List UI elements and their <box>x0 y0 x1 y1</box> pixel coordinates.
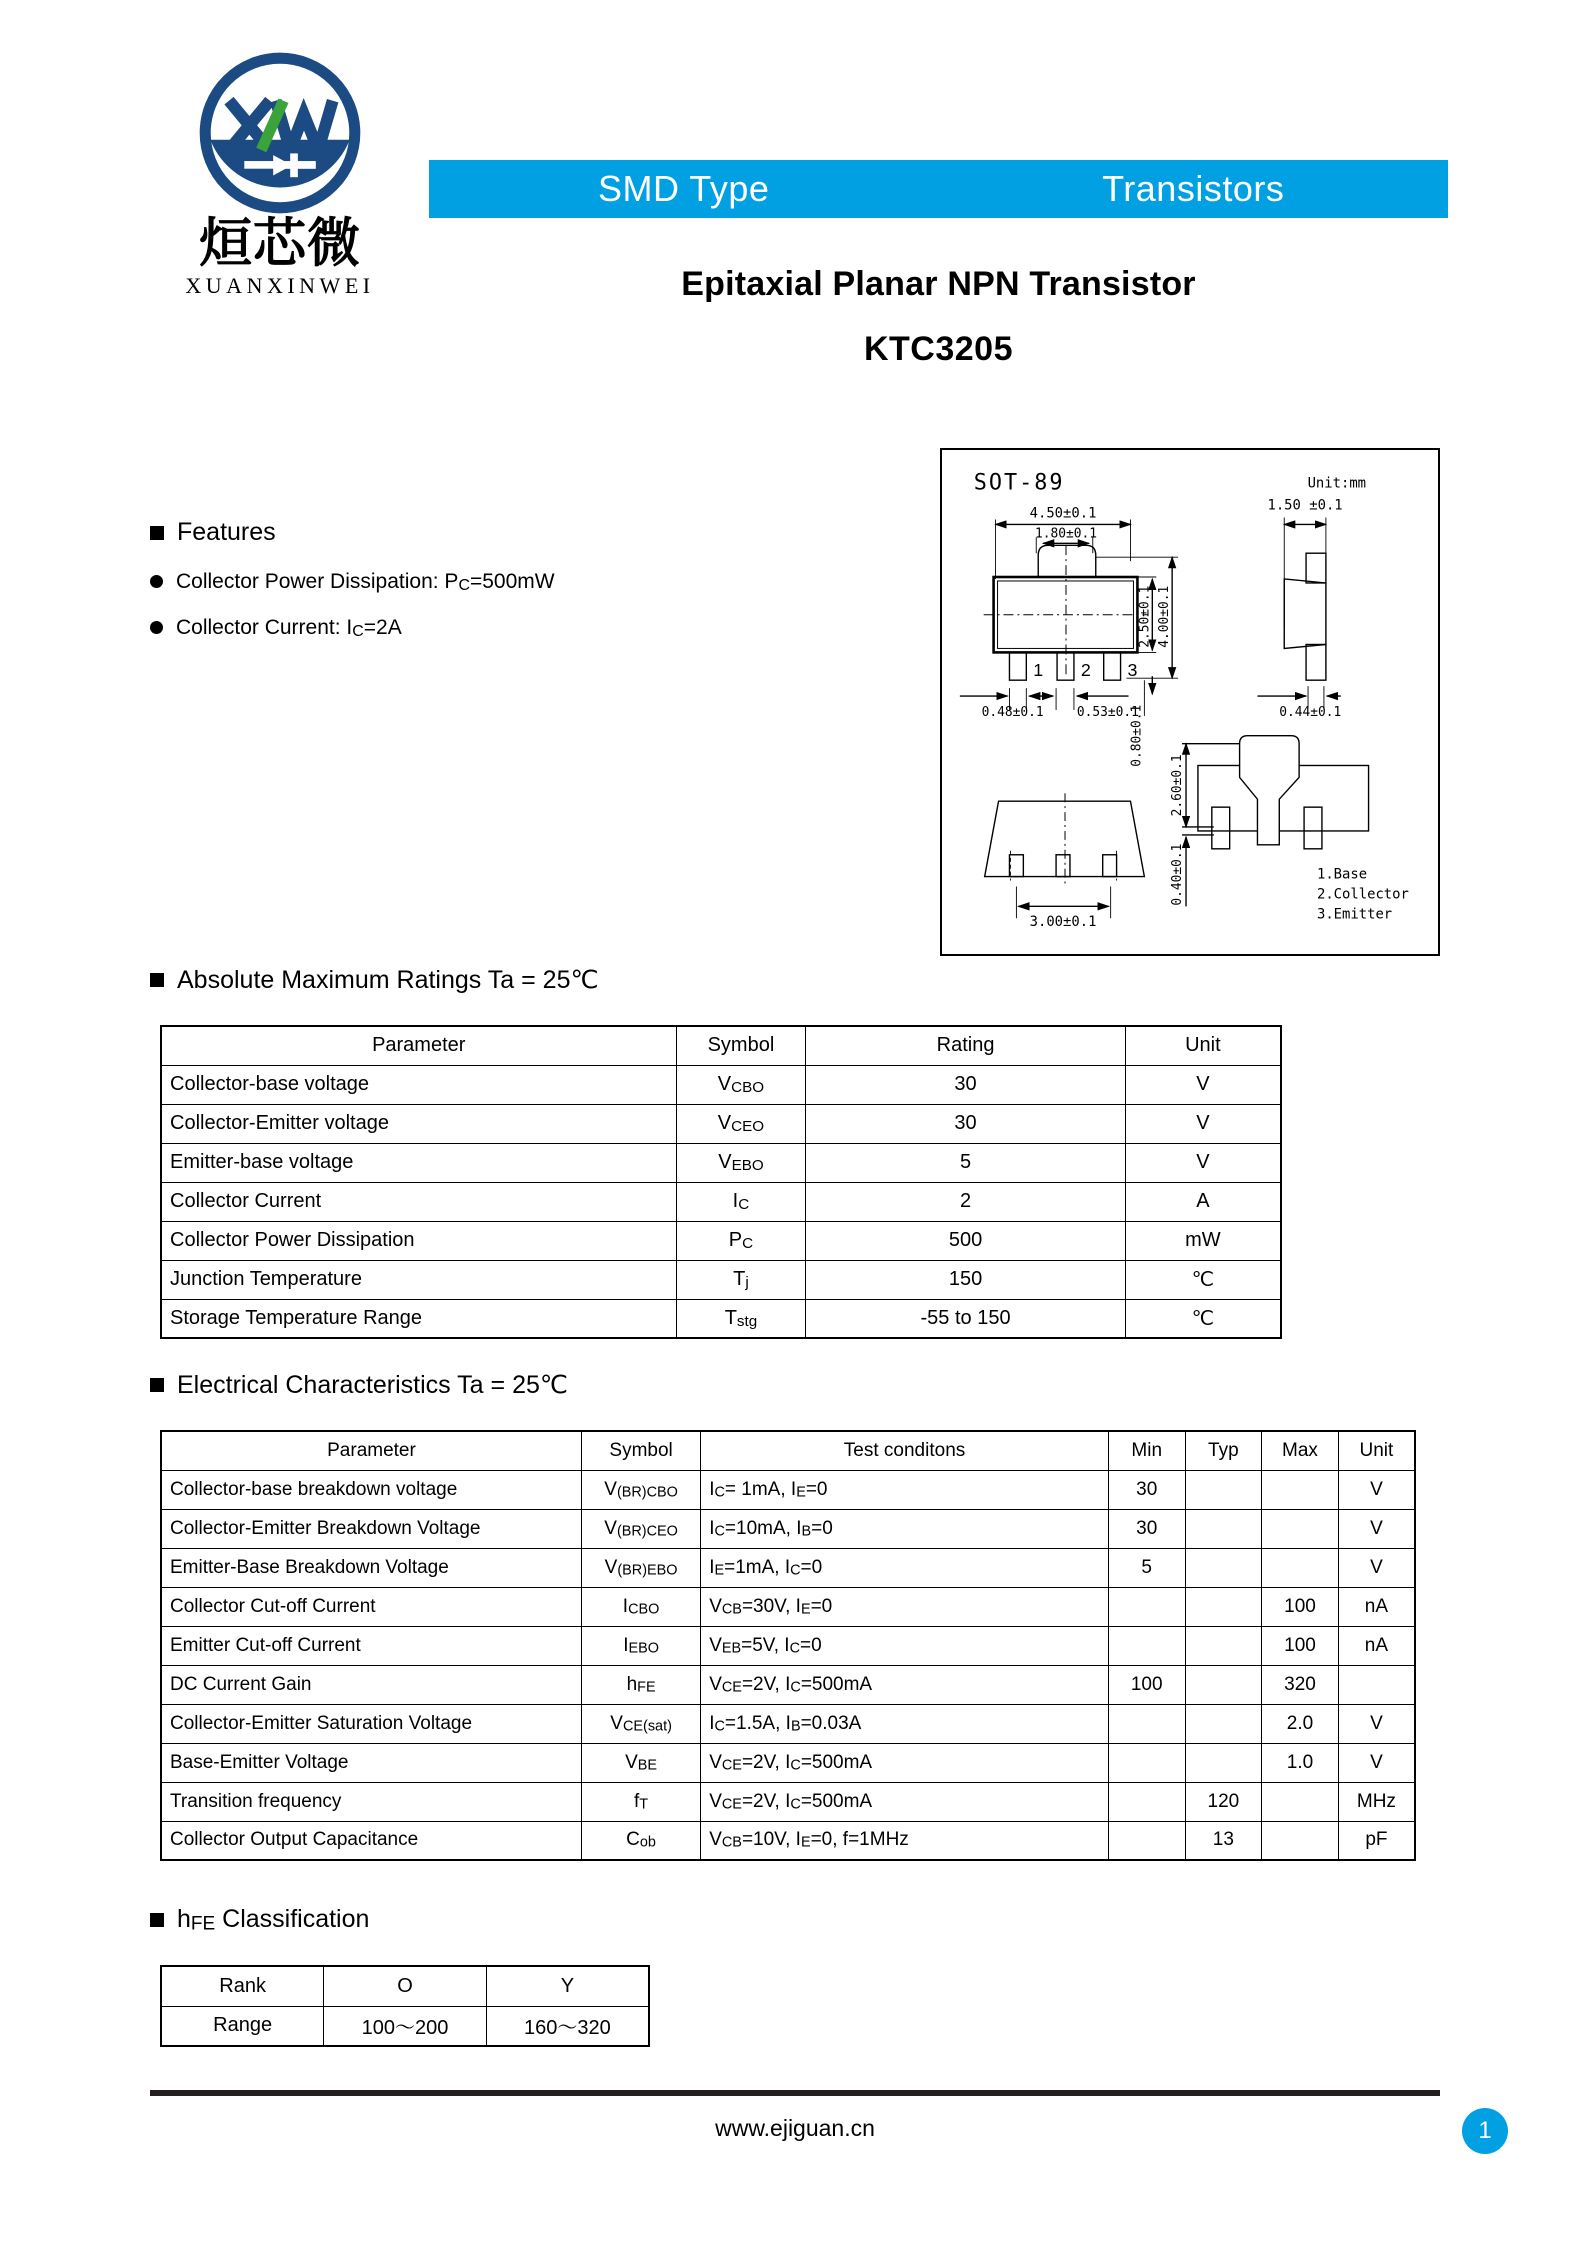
dim-lead-width-1: 0.48±0.1 <box>981 704 1044 720</box>
dim-side-lead: 0.44±0.1 <box>1279 704 1342 720</box>
table-row: Collector-base breakdown voltage V(BR)CBO IC= 1mA, IE=0 30 V <box>161 1470 1415 1509</box>
page-header <box>0 0 1587 368</box>
footer-divider <box>150 2090 1440 2096</box>
features-section <box>150 518 670 661</box>
feature-text: Collector Current: IC=2A <box>176 616 402 640</box>
dim-side-width: 1.50 ±0.1 <box>1267 497 1343 514</box>
banner-smd-type: SMD Type <box>598 168 770 209</box>
bullet-square-icon <box>150 973 164 987</box>
pin-number-1: 1 <box>1033 660 1044 681</box>
absolute-max-heading-label: Absolute Maximum Ratings Ta = 25℃ <box>177 966 599 994</box>
features-heading <box>150 518 670 547</box>
sot89-diagram-svg <box>942 450 1438 954</box>
feature-item-collector-current <box>150 615 670 641</box>
table-row: Rank O Y <box>161 1966 649 2006</box>
col-unit: Unit <box>1125 1026 1281 1065</box>
table-row: Collector-Emitter Saturation Voltage VCE(sat) IC=1.5A, IB=0.03A 2.0 V <box>161 1704 1415 1743</box>
col-parameter: Parameter <box>161 1431 581 1470</box>
table-row: Transition frequency fT VCE=2V, IC=500mA 120 MHz <box>161 1782 1415 1821</box>
bullet-dot-icon <box>150 621 163 634</box>
col-min: Min <box>1108 1431 1185 1470</box>
bullet-square-icon <box>150 526 164 540</box>
unit-label: Unit:mm <box>1307 475 1367 492</box>
bullet-square-icon <box>150 1378 164 1392</box>
table-row: Collector Output Capacitance Cob VCB=10V, IE=0, f=1MHz 13 pF <box>161 1821 1415 1860</box>
hfe-heading-label: hFE Classification <box>177 1905 370 1935</box>
logo-pinyin-name: XUANXINWEI <box>185 272 375 298</box>
pin-legend-collector: 2.Collector <box>1316 886 1409 903</box>
absolute-maximum-ratings-table <box>160 1025 1282 1339</box>
col-parameter: Parameter <box>161 1026 676 1065</box>
type-banner <box>429 160 1448 218</box>
table-row: Junction Temperature Tj 150 ℃ <box>161 1260 1281 1299</box>
xxw-logo-icon <box>195 48 365 218</box>
table-row: Emitter-Base Breakdown Voltage V(BR)EBO IE=1mA, IC=0 5 V <box>161 1548 1415 1587</box>
table-row: DC Current Gain hFE VCE=2V, IC=500mA 100 320 <box>161 1665 1415 1704</box>
col-max: Max <box>1262 1431 1339 1470</box>
company-logo <box>165 48 395 299</box>
dim-tab-width: 1.80±0.1 <box>1034 526 1098 542</box>
col-rating: Rating <box>806 1026 1125 1065</box>
table-row: Storage Temperature Range Tstg -55 to 150 ℃ <box>161 1299 1281 1338</box>
pin-legend-emitter: 3.Emitter <box>1316 906 1393 923</box>
dim-body-height: 2.50±0.1 <box>1137 585 1153 648</box>
bullet-dot-icon <box>150 575 163 588</box>
table-row: Collector-Emitter Breakdown Voltage V(BR)CEO IC=10mA, IB=0 30 V <box>161 1509 1415 1548</box>
dim-lead-width-2: 0.53±0.1 <box>1076 704 1139 720</box>
table-header-row <box>161 1026 1281 1065</box>
table-row: Collector Power Dissipation PC 500 mW <box>161 1221 1281 1260</box>
part-number-title: KTC3205 <box>863 330 1013 368</box>
package-name-label: SOT-89 <box>973 470 1065 496</box>
pin-legend-base: 1.Base <box>1316 866 1368 883</box>
pin-number-3: 3 <box>1127 660 1138 681</box>
logo-chinese-name: 烜芯微 <box>199 213 361 274</box>
col-typ: Typ <box>1185 1431 1262 1470</box>
col-test-conditions: Test conditons <box>701 1431 1109 1470</box>
table-row: Collector Current IC 2 A <box>161 1182 1281 1221</box>
table-row: Collector-base voltage VCBO 30 V <box>161 1065 1281 1104</box>
table-row: Emitter Cut-off Current IEBO VEB=5V, IC=0 100 nA <box>161 1626 1415 1665</box>
col-symbol: Symbol <box>676 1026 806 1065</box>
absolute-max-heading <box>150 965 599 995</box>
dim-total-height: 4.00±0.1 <box>1157 585 1173 648</box>
table-row: Emitter-base voltage VEBO 5 V <box>161 1143 1281 1182</box>
table-row: Base-Emitter Voltage VBE VCE=2V, IC=500mA 1.0 V <box>161 1743 1415 1782</box>
dim-pad-gap: 0.40±0.1 <box>1170 843 1186 906</box>
col-symbol: Symbol <box>581 1431 700 1470</box>
document-title: Epitaxial Planar NPN Transistor <box>681 265 1196 303</box>
electrical-characteristics-table <box>160 1430 1416 1861</box>
features-heading-label: Features <box>177 518 276 546</box>
table-header-row <box>161 1431 1415 1470</box>
hfe-classification-table <box>160 1965 650 2047</box>
feature-text: Collector Power Dissipation: PC=500mW <box>176 570 555 594</box>
feature-item-power-dissipation <box>150 569 670 595</box>
table-row: Range 100～200 160～320 <box>161 2006 649 2046</box>
hfe-classification-heading <box>150 1905 369 1935</box>
dim-top-width: 4.50±0.1 <box>1029 505 1097 522</box>
col-unit: Unit <box>1338 1431 1415 1470</box>
dim-pad-pitch: 3.00±0.1 <box>1029 914 1097 931</box>
pin-number-2: 2 <box>1080 660 1091 681</box>
table-row: Collector Cut-off Current ICBO VCB=30V, IE=0 100 nA <box>161 1587 1415 1626</box>
package-outline-drawing <box>940 448 1440 956</box>
bullet-square-icon <box>150 1913 164 1927</box>
electrical-heading <box>150 1370 568 1400</box>
banner-transistors: Transistors <box>1102 168 1285 209</box>
dim-lead-thickness: 0.80±0.1 <box>1129 704 1145 767</box>
dim-pad-height: 2.60±0.1 <box>1170 754 1186 817</box>
electrical-heading-label: Electrical Characteristics Ta = 25℃ <box>177 1371 568 1399</box>
page-number-badge: 1 <box>1462 2108 1508 2154</box>
table-row: Collector-Emitter voltage VCEO 30 V <box>161 1104 1281 1143</box>
footer-website-url[interactable]: www.ejiguan.cn <box>715 2115 875 2141</box>
